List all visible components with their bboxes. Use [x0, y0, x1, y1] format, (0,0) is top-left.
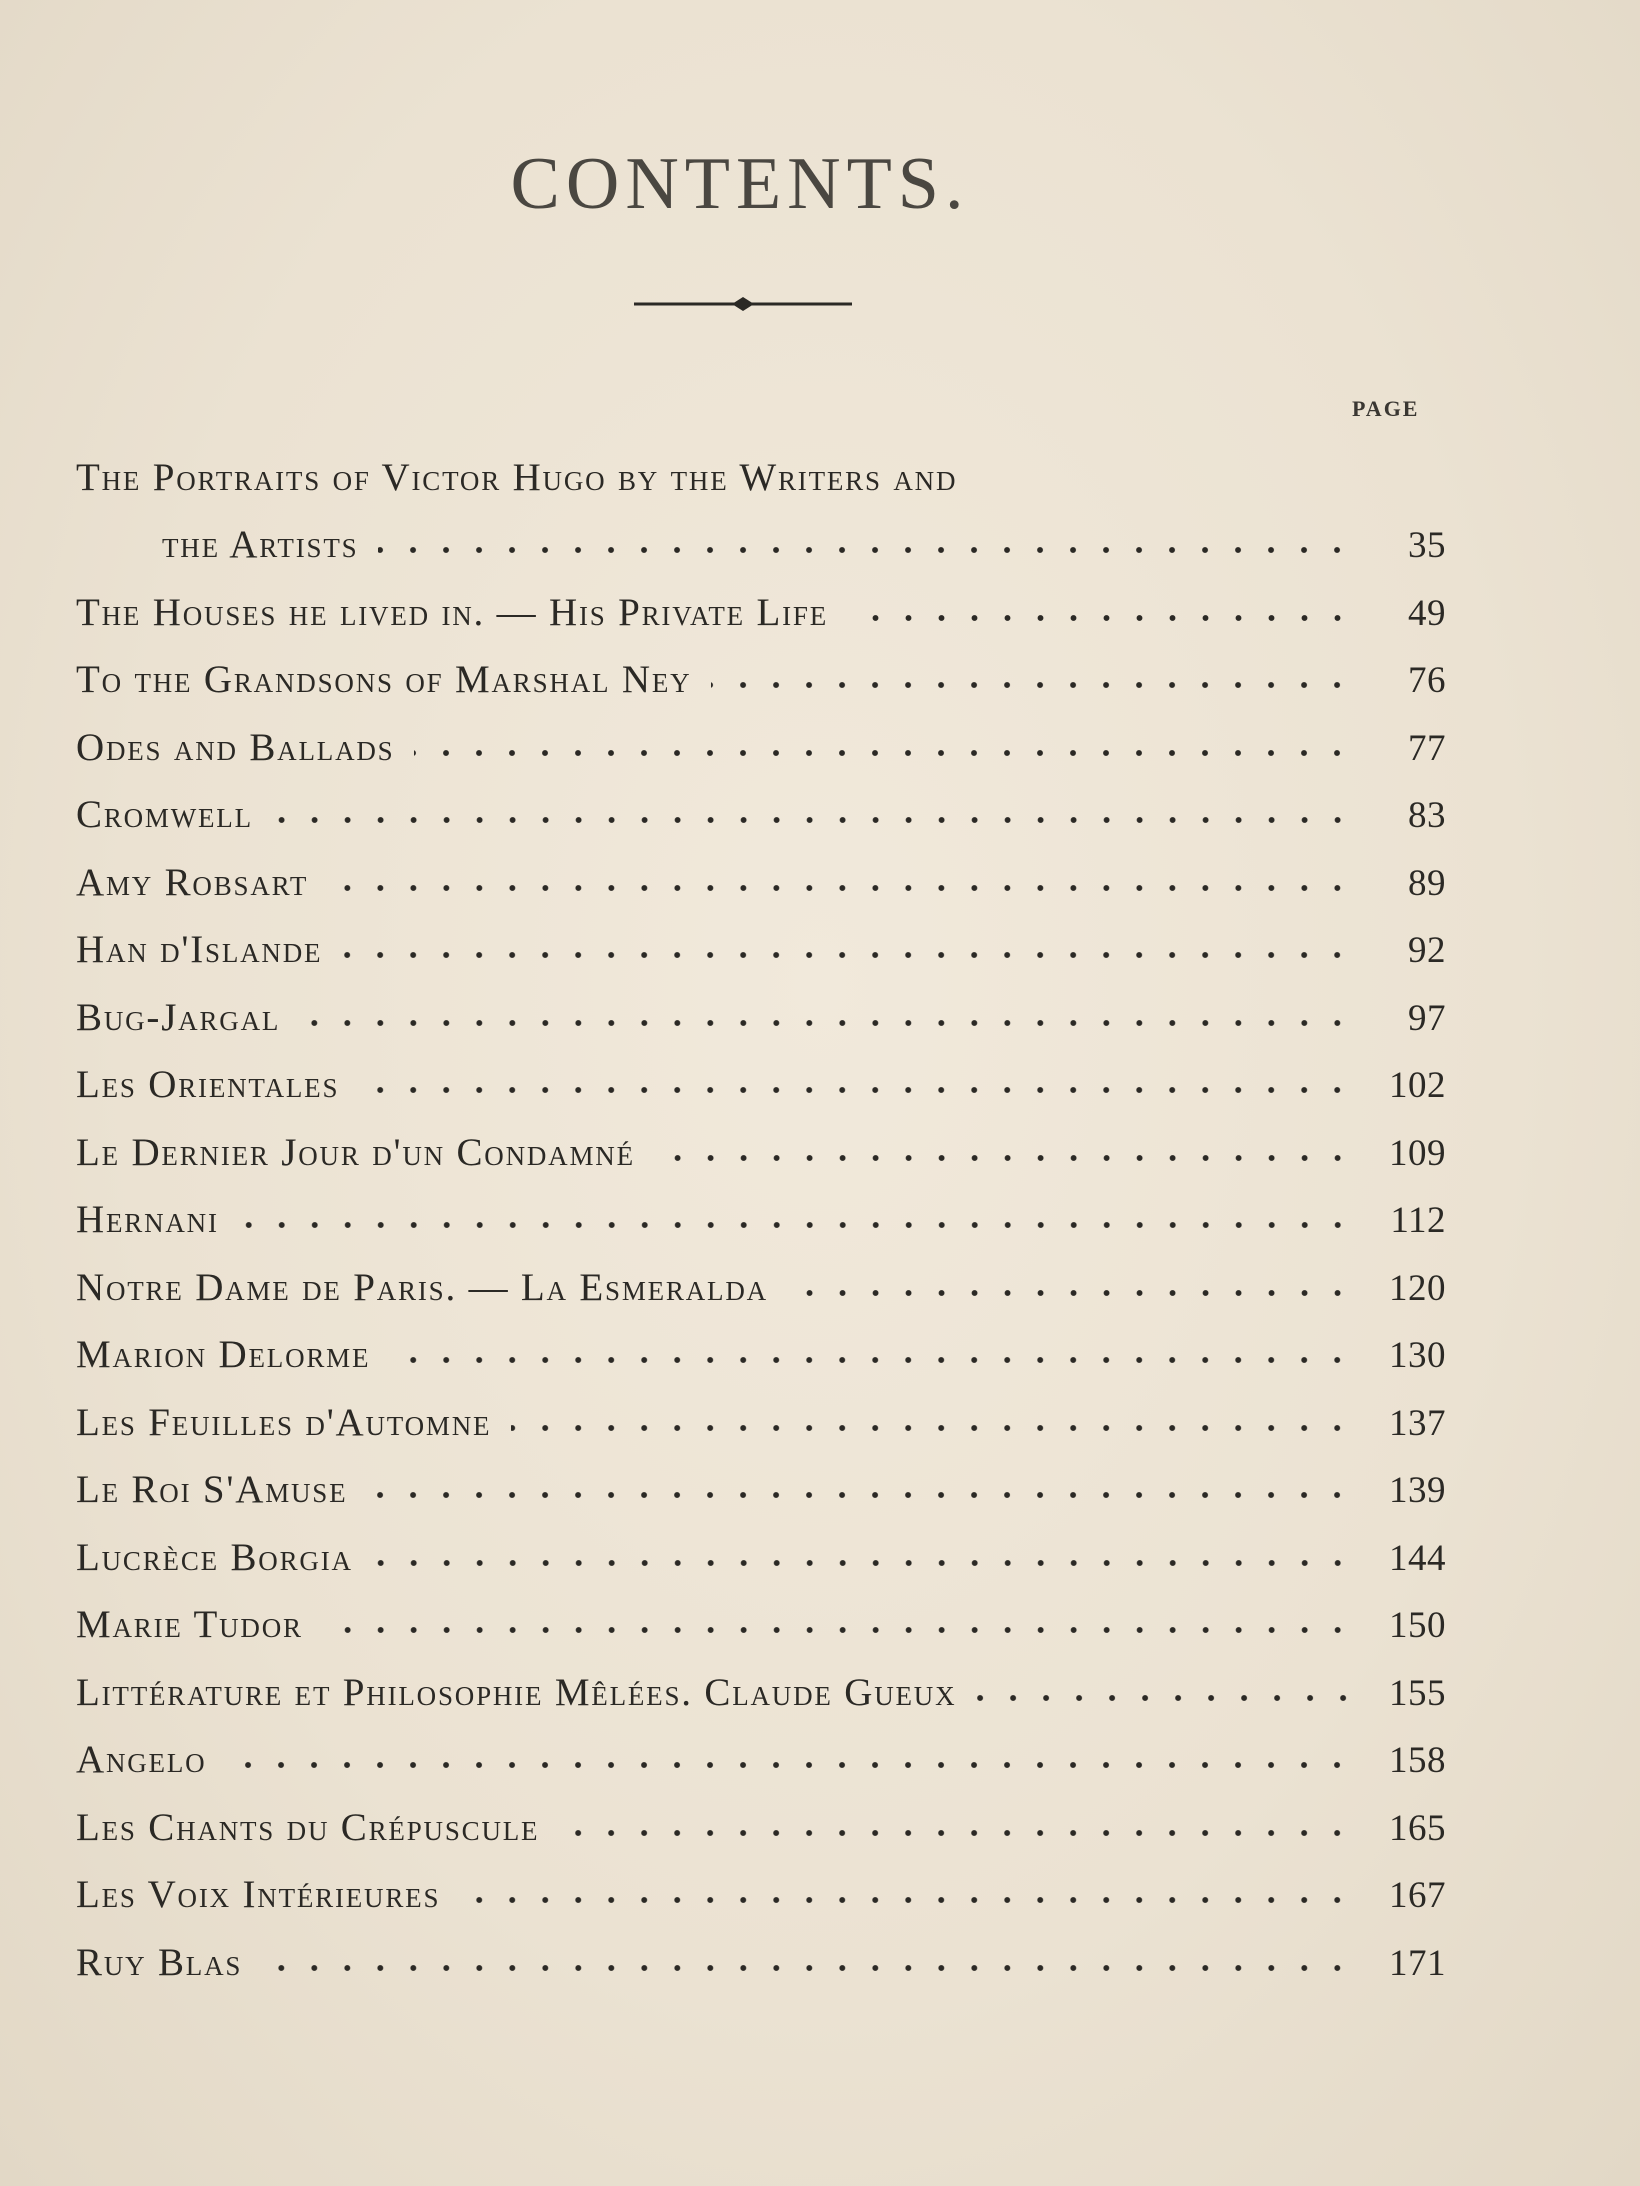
toc-entry[interactable]	[76, 635, 1446, 703]
toc-entry[interactable]	[76, 702, 1446, 770]
dot-leader	[414, 746, 1354, 760]
page-column-label: PAGE	[1352, 396, 1420, 421]
toc-entry[interactable]	[76, 1512, 1446, 1580]
toc-entry[interactable]	[76, 432, 1446, 567]
toc-entry-title: Marion Delorme	[76, 1333, 371, 1376]
toc-entry[interactable]	[76, 1647, 1446, 1715]
table-of-contents	[76, 432, 1446, 1985]
toc-entry[interactable]	[76, 1445, 1446, 1513]
toc-entry[interactable]	[76, 1040, 1446, 1108]
toc-entry-title: Lucrèce Borgia	[76, 1535, 353, 1579]
toc-entry-page: 35	[1408, 525, 1446, 566]
toc-entry-title: Marie Tudor	[76, 1603, 303, 1646]
toc-entry[interactable]	[76, 770, 1446, 838]
dot-leader	[788, 1286, 1354, 1300]
toc-entry-title: Bug-Jargal	[76, 995, 281, 1039]
toc-entry[interactable]	[76, 837, 1446, 905]
toc-entry-page: 171	[1389, 1942, 1446, 1984]
page-title: CONTENTS.	[510, 142, 970, 225]
toc-entry-title: Hernani	[76, 1198, 219, 1241]
dot-leader	[226, 1758, 1354, 1772]
dot-leader	[373, 1556, 1354, 1570]
dot-leader	[711, 678, 1354, 692]
dot-leader	[359, 1083, 1354, 1097]
toc-entry-page: 102	[1389, 1065, 1446, 1106]
toc-entry-page: 130	[1389, 1335, 1446, 1376]
toc-entry-page: 109	[1389, 1132, 1446, 1174]
dot-leader	[378, 543, 1354, 557]
toc-entry-page: 112	[1390, 1200, 1446, 1241]
toc-entry[interactable]	[76, 1377, 1446, 1445]
toc-entry-title: Han d'Islande	[76, 928, 323, 971]
toc-entry-title: Les Orientales	[76, 1063, 340, 1106]
toc-entry-title: Le Roi S'Amuse	[76, 1468, 348, 1511]
toc-entry-title: Littérature et Philosophie Mêlées. Claude Gueux	[76, 1670, 957, 1714]
toc-entry-title-continued: the Artists	[162, 523, 359, 566]
toc-entry-page: 144	[1389, 1537, 1446, 1579]
dot-leader	[460, 1893, 1354, 1907]
dot-leader	[367, 1488, 1354, 1502]
dot-leader	[970, 1691, 1360, 1705]
toc-entry-title: Le Dernier Jour d'un Condamné	[76, 1130, 635, 1174]
dot-leader	[328, 881, 1354, 895]
dot-leader	[342, 948, 1354, 962]
toc-entry-page: 97	[1408, 997, 1446, 1039]
toc-entry-page: 120	[1389, 1267, 1446, 1309]
divider-ornament-icon	[632, 292, 854, 316]
toc-entry-page: 77	[1408, 727, 1446, 769]
dot-leader	[323, 1623, 1354, 1637]
toc-entry-title: To the Grandsons of Marshal Ney	[76, 658, 692, 701]
toc-entry-title: Odes and Ballads	[76, 725, 395, 769]
toc-entry-page: 150	[1389, 1605, 1446, 1646]
toc-entry[interactable]	[76, 1175, 1446, 1243]
toc-entry[interactable]	[76, 972, 1446, 1040]
toc-entry[interactable]	[76, 905, 1446, 973]
dot-leader	[239, 1218, 1354, 1232]
dot-leader	[390, 1353, 1354, 1367]
toc-entry-page: 167	[1389, 1875, 1446, 1916]
toc-entry-page: 139	[1389, 1470, 1446, 1511]
toc-entry[interactable]	[76, 1310, 1446, 1378]
dot-leader	[511, 1421, 1354, 1435]
toc-entry[interactable]	[76, 1850, 1446, 1918]
dot-leader	[559, 1826, 1354, 1840]
toc-entry-title: Notre Dame de Paris. — La Esmeralda	[76, 1265, 768, 1309]
toc-entry-page: 155	[1389, 1672, 1446, 1714]
toc-entry-page: 92	[1408, 930, 1446, 971]
toc-entry-title: Ruy Blas	[76, 1940, 243, 1984]
toc-entry-title: Angelo	[76, 1738, 207, 1781]
toc-entry[interactable]	[76, 1242, 1446, 1310]
toc-entry[interactable]	[76, 1782, 1446, 1850]
toc-entry-page: 49	[1408, 592, 1446, 634]
toc-entry-page: 89	[1408, 862, 1446, 904]
dot-leader	[848, 611, 1354, 625]
dot-leader	[273, 813, 1354, 827]
toc-entry-title: Les Chants du Crépuscule	[76, 1805, 540, 1849]
toc-entry-page: 76	[1408, 660, 1446, 701]
toc-entry-title: The Houses he lived in. — His Private Life	[76, 590, 828, 634]
toc-entry-title: Les Feuilles d'Automne	[76, 1400, 492, 1444]
toc-entry-title: Amy Robsart	[76, 860, 309, 904]
toc-entry-page: 137	[1389, 1402, 1446, 1444]
toc-entry[interactable]	[76, 1917, 1446, 1985]
toc-entry[interactable]	[76, 567, 1446, 635]
dot-leader	[262, 1961, 1354, 1975]
toc-entry-page: 158	[1389, 1740, 1446, 1781]
toc-entry[interactable]	[76, 1580, 1446, 1648]
toc-entry[interactable]	[76, 1715, 1446, 1783]
toc-entry-page: 83	[1408, 795, 1446, 836]
dot-leader	[655, 1151, 1354, 1165]
dot-leader	[300, 1016, 1354, 1030]
toc-entry-title: Cromwell	[76, 793, 253, 836]
toc-entry-page: 165	[1389, 1807, 1446, 1849]
toc-entry[interactable]	[76, 1107, 1446, 1175]
toc-entry-title: The Portraits of Victor Hugo by the Writers and	[76, 455, 958, 499]
toc-entry-title: Les Voix Intérieures	[76, 1873, 441, 1916]
